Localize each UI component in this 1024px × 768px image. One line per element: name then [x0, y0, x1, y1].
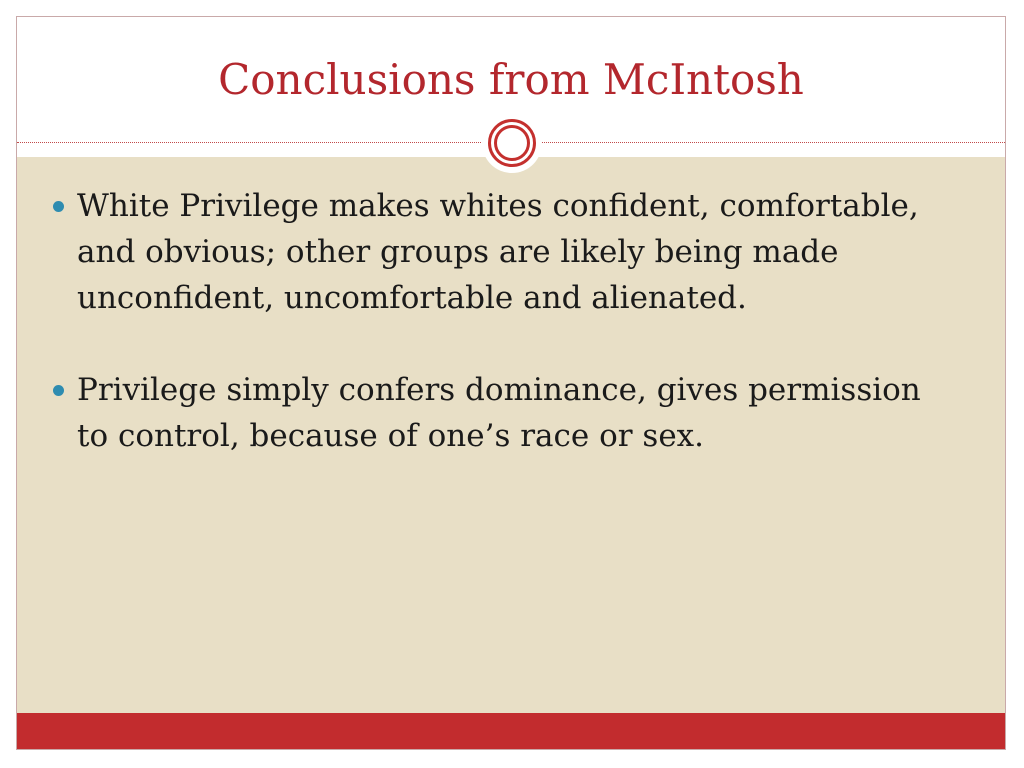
slide [16, 16, 1006, 750]
bullet-dot-icon [53, 201, 64, 212]
bullet-item [53, 367, 953, 459]
inner-ring-icon [494, 125, 530, 161]
bullet-text: Privilege simply confers dominance, gives permission to control, because of one’s race or sex. [77, 372, 921, 454]
slide-title: Conclusions from McIntosh [218, 55, 804, 104]
footer-bar [17, 713, 1005, 749]
bullet-dot-icon [53, 385, 64, 396]
bullet-item [53, 183, 953, 321]
bullet-list [53, 183, 953, 459]
circle-ornament-icon [482, 113, 542, 173]
bullet-text: White Privilege makes whites confident, comfortable, and obvious; other groups are likely being made unconfident, uncomfortable and alienated. [77, 188, 919, 316]
